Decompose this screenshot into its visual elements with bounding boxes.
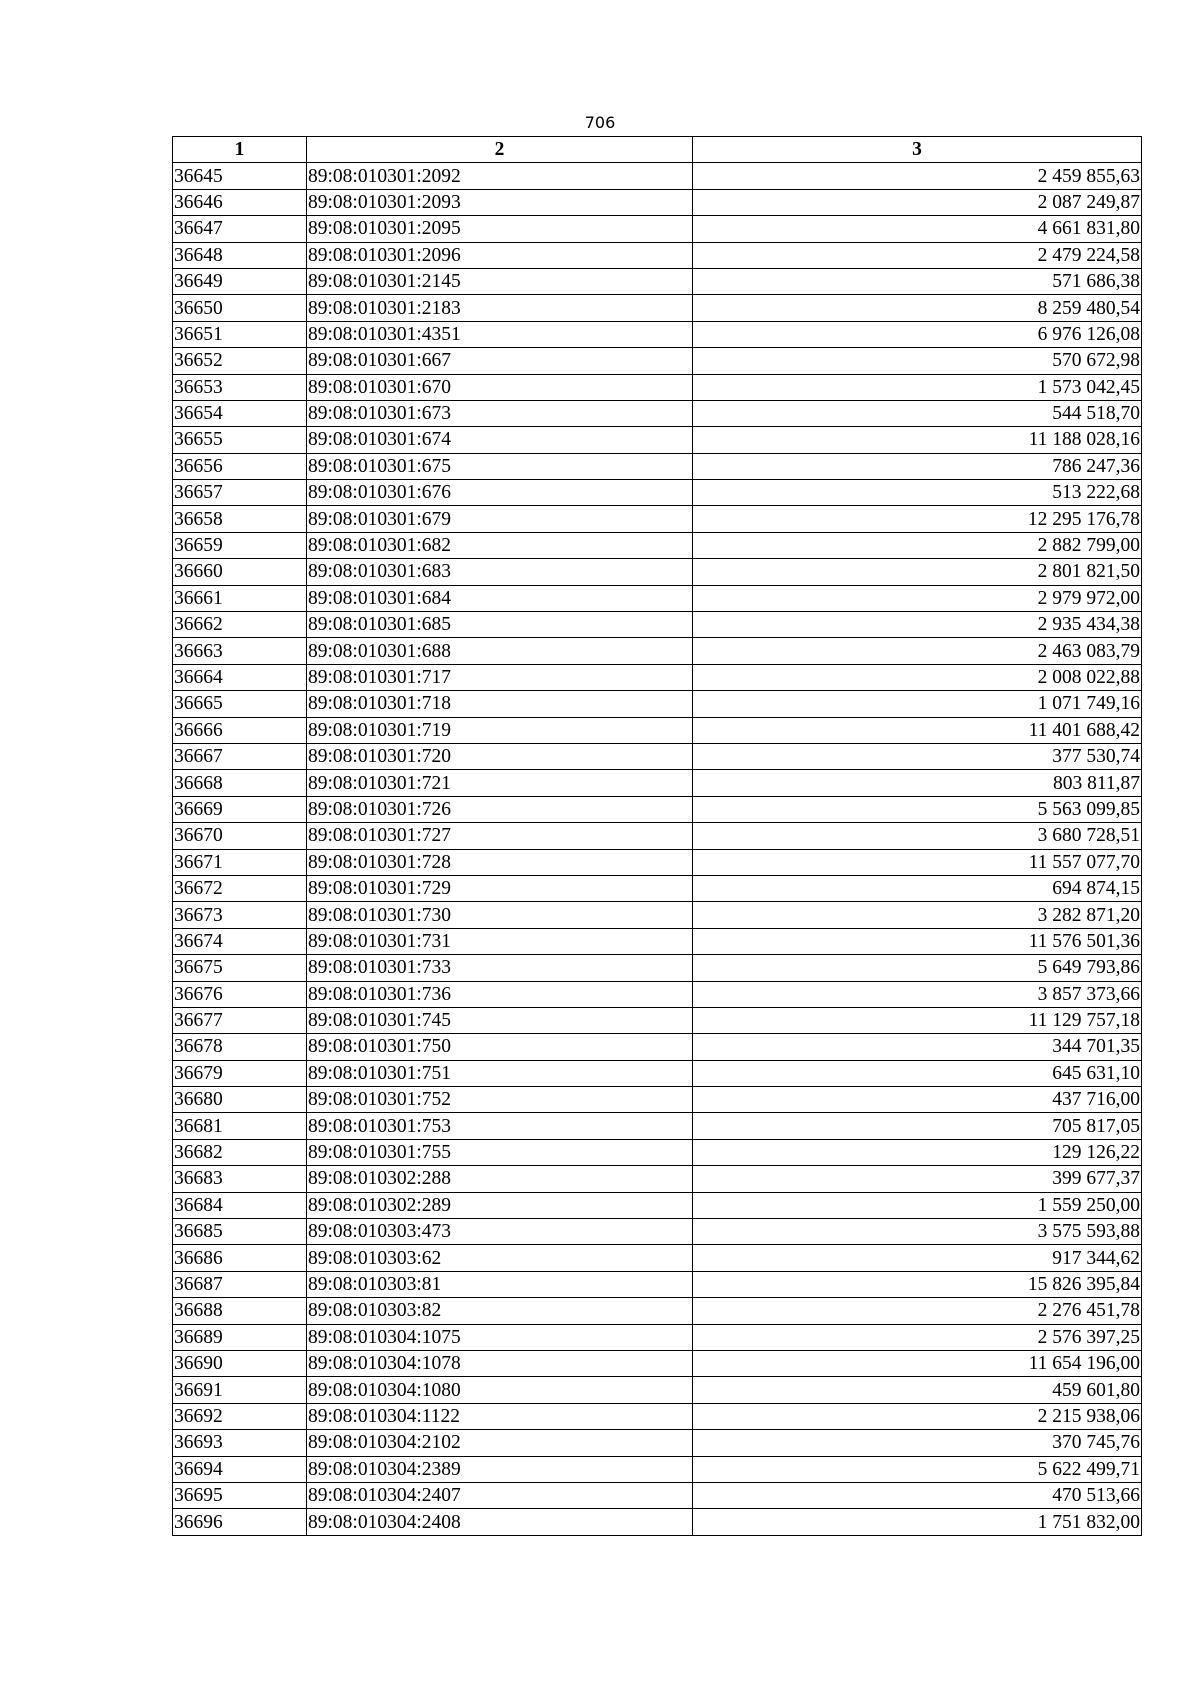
row-number-cell: 36655 bbox=[173, 427, 307, 453]
row-number-cell: 36690 bbox=[173, 1350, 307, 1376]
cadastral-number-cell: 89:08:010301:733 bbox=[307, 955, 693, 981]
cadastral-number-cell: 89:08:010304:1078 bbox=[307, 1350, 693, 1376]
table-row bbox=[173, 1113, 1142, 1139]
cadastral-number-cell: 89:08:010303:82 bbox=[307, 1298, 693, 1324]
row-number-cell: 36652 bbox=[173, 348, 307, 374]
table-row bbox=[173, 875, 1142, 901]
value-cell: 570 672,98 bbox=[693, 348, 1142, 374]
cadastral-number-cell: 89:08:010304:2407 bbox=[307, 1482, 693, 1508]
row-number-cell: 36678 bbox=[173, 1034, 307, 1060]
row-number-cell: 36660 bbox=[173, 559, 307, 585]
table-row bbox=[173, 743, 1142, 769]
value-cell: 3 575 593,88 bbox=[693, 1219, 1142, 1245]
value-cell: 437 716,00 bbox=[693, 1087, 1142, 1113]
row-number-cell: 36693 bbox=[173, 1430, 307, 1456]
header-row bbox=[173, 137, 1142, 163]
table-row bbox=[173, 321, 1142, 347]
value-cell: 11 557 077,70 bbox=[693, 849, 1142, 875]
cadastral-number-cell: 89:08:010301:717 bbox=[307, 664, 693, 690]
cadastral-number-cell: 89:08:010301:667 bbox=[307, 348, 693, 374]
cadastral-number-cell: 89:08:010301:670 bbox=[307, 374, 693, 400]
row-number-cell: 36672 bbox=[173, 875, 307, 901]
table-row bbox=[173, 717, 1142, 743]
table-row bbox=[173, 691, 1142, 717]
row-number-cell: 36679 bbox=[173, 1060, 307, 1086]
row-number-cell: 36694 bbox=[173, 1456, 307, 1482]
cadastral-number-cell: 89:08:010301:673 bbox=[307, 400, 693, 426]
cadastral-number-cell: 89:08:010304:1080 bbox=[307, 1377, 693, 1403]
table-row bbox=[173, 1403, 1142, 1429]
value-cell: 2 276 451,78 bbox=[693, 1298, 1142, 1324]
row-number-cell: 36650 bbox=[173, 295, 307, 321]
row-number-cell: 36687 bbox=[173, 1271, 307, 1297]
table-body bbox=[173, 163, 1142, 1535]
row-number-cell: 36686 bbox=[173, 1245, 307, 1271]
table-row bbox=[173, 400, 1142, 426]
cadastral-number-cell: 89:08:010301:729 bbox=[307, 875, 693, 901]
cadastral-number-cell: 89:08:010304:1075 bbox=[307, 1324, 693, 1350]
cadastral-number-cell: 89:08:010303:62 bbox=[307, 1245, 693, 1271]
cadastral-number-cell: 89:08:010301:736 bbox=[307, 981, 693, 1007]
table-row bbox=[173, 612, 1142, 638]
cadastral-number-cell: 89:08:010301:753 bbox=[307, 1113, 693, 1139]
table-row bbox=[173, 1219, 1142, 1245]
row-number-cell: 36657 bbox=[173, 480, 307, 506]
value-cell: 694 874,15 bbox=[693, 875, 1142, 901]
table-row bbox=[173, 928, 1142, 954]
row-number-cell: 36676 bbox=[173, 981, 307, 1007]
value-cell: 2 935 434,38 bbox=[693, 612, 1142, 638]
cadastral-number-cell: 89:08:010301:4351 bbox=[307, 321, 693, 347]
cadastral-number-cell: 89:08:010301:684 bbox=[307, 585, 693, 611]
cadastral-number-cell: 89:08:010301:682 bbox=[307, 532, 693, 558]
cadastral-number-cell: 89:08:010301:676 bbox=[307, 480, 693, 506]
value-cell: 513 222,68 bbox=[693, 480, 1142, 506]
value-cell: 1 751 832,00 bbox=[693, 1509, 1142, 1535]
value-cell: 1 573 042,45 bbox=[693, 374, 1142, 400]
cadastral-number-cell: 89:08:010301:674 bbox=[307, 427, 693, 453]
table-row bbox=[173, 1271, 1142, 1297]
table-row bbox=[173, 268, 1142, 294]
row-number-cell: 36688 bbox=[173, 1298, 307, 1324]
table-row bbox=[173, 295, 1142, 321]
row-number-cell: 36645 bbox=[173, 163, 307, 189]
row-number-cell: 36677 bbox=[173, 1007, 307, 1033]
value-cell: 1 559 250,00 bbox=[693, 1192, 1142, 1218]
row-number-cell: 36664 bbox=[173, 664, 307, 690]
table-row bbox=[173, 480, 1142, 506]
column-header-1: 1 bbox=[173, 137, 307, 163]
row-number-cell: 36673 bbox=[173, 902, 307, 928]
value-cell: 3 857 373,66 bbox=[693, 981, 1142, 1007]
value-cell: 2 008 022,88 bbox=[693, 664, 1142, 690]
table-row bbox=[173, 849, 1142, 875]
cadastral-number-cell: 89:08:010301:2096 bbox=[307, 242, 693, 268]
table-row bbox=[173, 1509, 1142, 1535]
row-number-cell: 36675 bbox=[173, 955, 307, 981]
value-cell: 2 463 083,79 bbox=[693, 638, 1142, 664]
row-number-cell: 36658 bbox=[173, 506, 307, 532]
table-row bbox=[173, 506, 1142, 532]
value-cell: 2 459 855,63 bbox=[693, 163, 1142, 189]
table-row bbox=[173, 189, 1142, 215]
value-cell: 2 087 249,87 bbox=[693, 189, 1142, 215]
value-cell: 15 826 395,84 bbox=[693, 1271, 1142, 1297]
row-number-cell: 36654 bbox=[173, 400, 307, 426]
value-cell: 3 282 871,20 bbox=[693, 902, 1142, 928]
cadastral-number-cell: 89:08:010301:719 bbox=[307, 717, 693, 743]
row-number-cell: 36659 bbox=[173, 532, 307, 558]
table-row bbox=[173, 532, 1142, 558]
table-row bbox=[173, 1350, 1142, 1376]
column-header-2: 2 bbox=[307, 137, 693, 163]
cadastral-number-cell: 89:08:010304:2389 bbox=[307, 1456, 693, 1482]
cadastral-number-cell: 89:08:010301:685 bbox=[307, 612, 693, 638]
table-row bbox=[173, 902, 1142, 928]
row-number-cell: 36661 bbox=[173, 585, 307, 611]
cadastral-number-cell: 89:08:010301:730 bbox=[307, 902, 693, 928]
value-cell: 1 071 749,16 bbox=[693, 691, 1142, 717]
row-number-cell: 36692 bbox=[173, 1403, 307, 1429]
value-cell: 11 401 688,42 bbox=[693, 717, 1142, 743]
value-cell: 399 677,37 bbox=[693, 1166, 1142, 1192]
value-cell: 344 701,35 bbox=[693, 1034, 1142, 1060]
value-cell: 803 811,87 bbox=[693, 770, 1142, 796]
table-row bbox=[173, 559, 1142, 585]
row-number-cell: 36649 bbox=[173, 268, 307, 294]
data-table bbox=[172, 136, 1142, 1536]
row-number-cell: 36670 bbox=[173, 823, 307, 849]
row-number-cell: 36682 bbox=[173, 1139, 307, 1165]
cadastral-number-cell: 89:08:010301:727 bbox=[307, 823, 693, 849]
value-cell: 2 576 397,25 bbox=[693, 1324, 1142, 1350]
cadastral-number-cell: 89:08:010303:473 bbox=[307, 1219, 693, 1245]
table-row bbox=[173, 823, 1142, 849]
value-cell: 544 518,70 bbox=[693, 400, 1142, 426]
row-number-cell: 36683 bbox=[173, 1166, 307, 1192]
cadastral-number-cell: 89:08:010301:2145 bbox=[307, 268, 693, 294]
page-number: 706 bbox=[584, 113, 616, 132]
cadastral-number-cell: 89:08:010301:688 bbox=[307, 638, 693, 664]
cadastral-number-cell: 89:08:010301:2095 bbox=[307, 216, 693, 242]
cadastral-number-cell: 89:08:010301:745 bbox=[307, 1007, 693, 1033]
table-row bbox=[173, 1298, 1142, 1324]
table-row bbox=[173, 638, 1142, 664]
table-row bbox=[173, 453, 1142, 479]
table-row bbox=[173, 1430, 1142, 1456]
value-cell: 2 882 799,00 bbox=[693, 532, 1142, 558]
table-row bbox=[173, 1245, 1142, 1271]
cadastral-number-cell: 89:08:010303:81 bbox=[307, 1271, 693, 1297]
row-number-cell: 36680 bbox=[173, 1087, 307, 1113]
row-number-cell: 36647 bbox=[173, 216, 307, 242]
row-number-cell: 36695 bbox=[173, 1482, 307, 1508]
cadastral-number-cell: 89:08:010301:755 bbox=[307, 1139, 693, 1165]
value-cell: 11 654 196,00 bbox=[693, 1350, 1142, 1376]
row-number-cell: 36666 bbox=[173, 717, 307, 743]
value-cell: 5 649 793,86 bbox=[693, 955, 1142, 981]
cadastral-number-cell: 89:08:010301:751 bbox=[307, 1060, 693, 1086]
row-number-cell: 36667 bbox=[173, 743, 307, 769]
table-row bbox=[173, 427, 1142, 453]
cadastral-number-cell: 89:08:010301:675 bbox=[307, 453, 693, 479]
row-number-cell: 36668 bbox=[173, 770, 307, 796]
table-row bbox=[173, 1034, 1142, 1060]
row-number-cell: 36691 bbox=[173, 1377, 307, 1403]
row-number-cell: 36671 bbox=[173, 849, 307, 875]
value-cell: 11 129 757,18 bbox=[693, 1007, 1142, 1033]
value-cell: 8 259 480,54 bbox=[693, 295, 1142, 321]
value-cell: 377 530,74 bbox=[693, 743, 1142, 769]
cadastral-number-cell: 89:08:010301:2183 bbox=[307, 295, 693, 321]
table-row bbox=[173, 1324, 1142, 1350]
table-row bbox=[173, 1192, 1142, 1218]
cadastral-number-cell: 89:08:010302:289 bbox=[307, 1192, 693, 1218]
value-cell: 2 479 224,58 bbox=[693, 242, 1142, 268]
column-header-3: 3 bbox=[693, 137, 1142, 163]
row-number-cell: 36663 bbox=[173, 638, 307, 664]
value-cell: 11 188 028,16 bbox=[693, 427, 1142, 453]
table-row bbox=[173, 1456, 1142, 1482]
value-cell: 4 661 831,80 bbox=[693, 216, 1142, 242]
table-row bbox=[173, 374, 1142, 400]
value-cell: 705 817,05 bbox=[693, 1113, 1142, 1139]
table-row bbox=[173, 1377, 1142, 1403]
row-number-cell: 36696 bbox=[173, 1509, 307, 1535]
row-number-cell: 36685 bbox=[173, 1219, 307, 1245]
cadastral-number-cell: 89:08:010301:718 bbox=[307, 691, 693, 717]
table-row bbox=[173, 770, 1142, 796]
table-row bbox=[173, 242, 1142, 268]
cadastral-number-cell: 89:08:010301:731 bbox=[307, 928, 693, 954]
table-row bbox=[173, 585, 1142, 611]
value-cell: 917 344,62 bbox=[693, 1245, 1142, 1271]
cadastral-number-cell: 89:08:010301:720 bbox=[307, 743, 693, 769]
value-cell: 6 976 126,08 bbox=[693, 321, 1142, 347]
value-cell: 129 126,22 bbox=[693, 1139, 1142, 1165]
table-row bbox=[173, 1139, 1142, 1165]
cadastral-number-cell: 89:08:010301:728 bbox=[307, 849, 693, 875]
value-cell: 12 295 176,78 bbox=[693, 506, 1142, 532]
cadastral-number-cell: 89:08:010301:752 bbox=[307, 1087, 693, 1113]
value-cell: 3 680 728,51 bbox=[693, 823, 1142, 849]
row-number-cell: 36681 bbox=[173, 1113, 307, 1139]
value-cell: 370 745,76 bbox=[693, 1430, 1142, 1456]
row-number-cell: 36651 bbox=[173, 321, 307, 347]
row-number-cell: 36684 bbox=[173, 1192, 307, 1218]
cadastral-number-cell: 89:08:010304:1122 bbox=[307, 1403, 693, 1429]
value-cell: 5 622 499,71 bbox=[693, 1456, 1142, 1482]
table-row bbox=[173, 1482, 1142, 1508]
table-row bbox=[173, 1060, 1142, 1086]
cadastral-number-cell: 89:08:010304:2408 bbox=[307, 1509, 693, 1535]
table-row bbox=[173, 1087, 1142, 1113]
value-cell: 645 631,10 bbox=[693, 1060, 1142, 1086]
cadastral-number-cell: 89:08:010302:288 bbox=[307, 1166, 693, 1192]
row-number-cell: 36656 bbox=[173, 453, 307, 479]
value-cell: 11 576 501,36 bbox=[693, 928, 1142, 954]
cadastral-number-cell: 89:08:010304:2102 bbox=[307, 1430, 693, 1456]
value-cell: 2 979 972,00 bbox=[693, 585, 1142, 611]
cadastral-number-cell: 89:08:010301:750 bbox=[307, 1034, 693, 1060]
cadastral-number-cell: 89:08:010301:683 bbox=[307, 559, 693, 585]
table-row bbox=[173, 163, 1142, 189]
row-number-cell: 36653 bbox=[173, 374, 307, 400]
value-cell: 470 513,66 bbox=[693, 1482, 1142, 1508]
table-row bbox=[173, 1007, 1142, 1033]
row-number-cell: 36665 bbox=[173, 691, 307, 717]
value-cell: 2 215 938,06 bbox=[693, 1403, 1142, 1429]
table-row bbox=[173, 664, 1142, 690]
row-number-cell: 36674 bbox=[173, 928, 307, 954]
value-cell: 571 686,38 bbox=[693, 268, 1142, 294]
table-row bbox=[173, 1166, 1142, 1192]
row-number-cell: 36662 bbox=[173, 612, 307, 638]
row-number-cell: 36689 bbox=[173, 1324, 307, 1350]
table-row bbox=[173, 348, 1142, 374]
cadastral-number-cell: 89:08:010301:726 bbox=[307, 796, 693, 822]
row-number-cell: 36648 bbox=[173, 242, 307, 268]
value-cell: 459 601,80 bbox=[693, 1377, 1142, 1403]
cadastral-number-cell: 89:08:010301:2092 bbox=[307, 163, 693, 189]
table-row bbox=[173, 981, 1142, 1007]
cadastral-number-cell: 89:08:010301:679 bbox=[307, 506, 693, 532]
cadastral-number-cell: 89:08:010301:2093 bbox=[307, 189, 693, 215]
cadastral-number-cell: 89:08:010301:721 bbox=[307, 770, 693, 796]
value-cell: 786 247,36 bbox=[693, 453, 1142, 479]
value-cell: 5 563 099,85 bbox=[693, 796, 1142, 822]
row-number-cell: 36646 bbox=[173, 189, 307, 215]
value-cell: 2 801 821,50 bbox=[693, 559, 1142, 585]
row-number-cell: 36669 bbox=[173, 796, 307, 822]
table-row bbox=[173, 796, 1142, 822]
table-row bbox=[173, 216, 1142, 242]
table-row bbox=[173, 955, 1142, 981]
